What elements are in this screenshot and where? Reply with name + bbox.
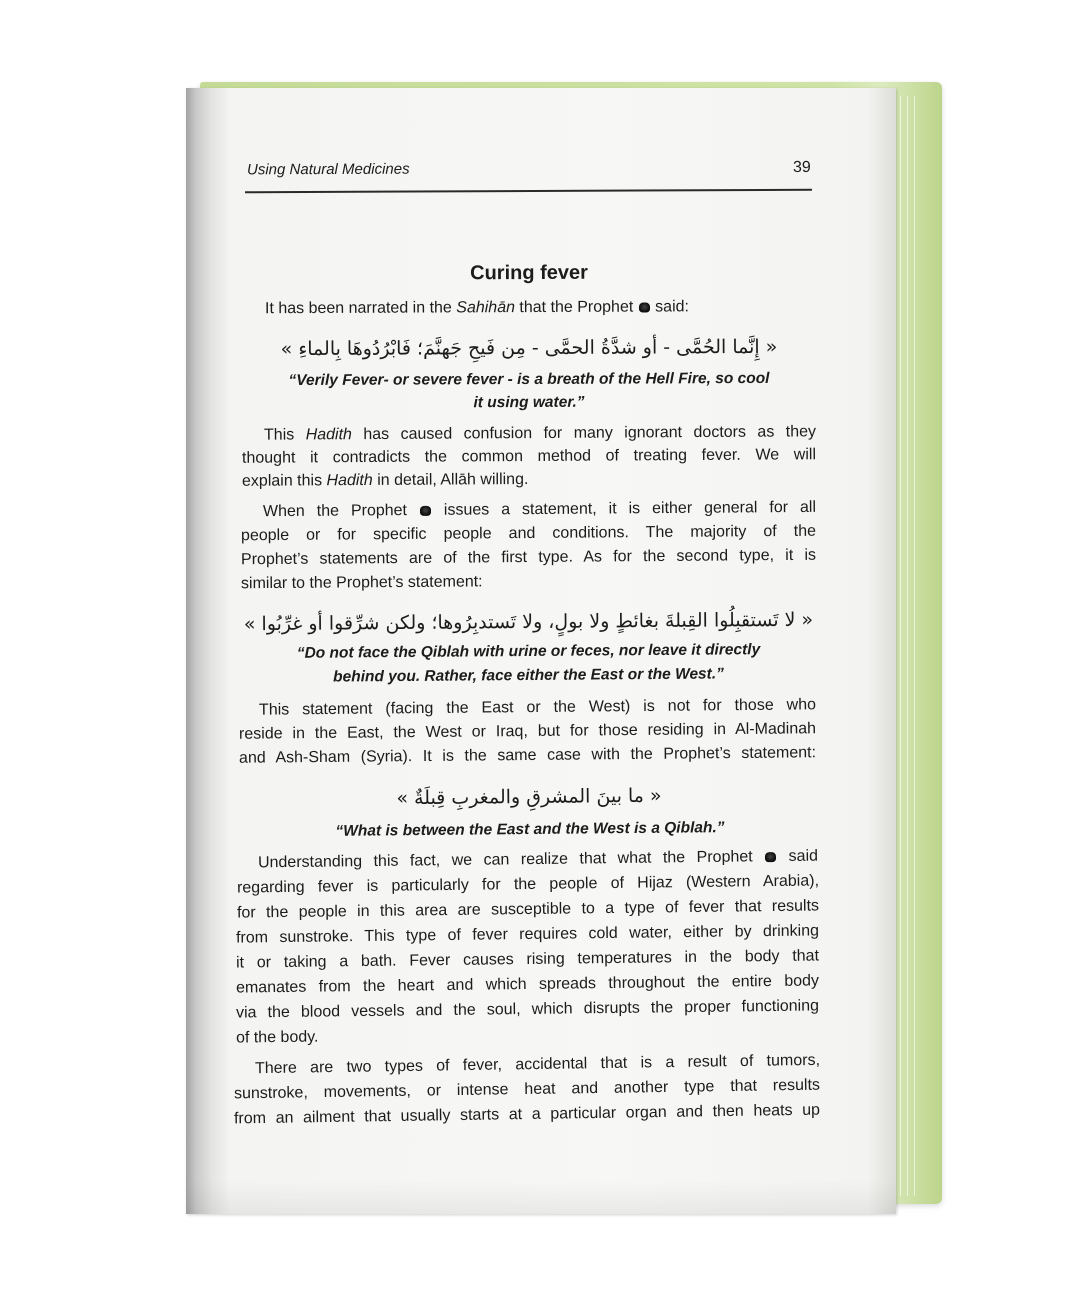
- text-run: It has been narrated in the: [264, 299, 457, 318]
- page-edge: [900, 96, 901, 1196]
- paragraph-line: emanates from the heart and which spreads throughout the entire body: [235, 972, 820, 997]
- text-run: said: [777, 847, 819, 866]
- paragraph-line: regarding fever is particularly for the people of Hijaz (Western Arabia),: [236, 872, 820, 897]
- hadith-translation-line: it using water.”: [473, 393, 585, 412]
- arabic-hadith: « لا تَستقبِلُوا القِبلةَ بغائطٍ ولا بولٍ، ولا تَستدبِرُوها؛ ولكن شرِّقوا أو غرِّبُوا »: [243, 608, 814, 636]
- paragraph-line: similar to the Prophet’s statement:: [240, 573, 483, 593]
- paragraph-line: people or for specific people and conditions. The majority of the: [240, 522, 817, 545]
- paragraph-line: thought it contradicts the common method of treating fever. We will: [241, 446, 817, 467]
- page-shadow: [186, 1180, 896, 1214]
- text-run-italic: Sahihān: [456, 299, 516, 317]
- text-run: Understanding this fact, we can realize that what the Prophet: [257, 848, 765, 872]
- page-edge: [907, 96, 908, 1196]
- text-run: When the Prophet: [262, 501, 419, 521]
- paragraph-line: from sunstroke. This type of fever requires cold water, either by drinking: [235, 922, 820, 947]
- text-run-italic: Hadith: [305, 426, 352, 444]
- paragraph-line: This statement (facing the East or the West) is not for those who: [258, 696, 817, 719]
- paragraph-line: via the blood vessels and the soul, which disrupts the proper functioning: [235, 997, 820, 1022]
- text-run: in detail, Allāh willing.: [372, 471, 529, 489]
- arabic-hadith: « إِنَّما الحُمَّى - أو شدَّةُ الحمَّى - مِن فَيحِ جَهنَّمَ؛ فَابْرُدُوهَا بِالماءِ »: [280, 335, 778, 361]
- arabic-hadith: « ما بينَ المشرقِ والمغربِ قِبلَةٌ »: [396, 784, 662, 810]
- paragraph-line: [242, 466, 816, 494]
- hadith-translation-line: “Verily Fever- or severe fever - is a breath of the Hell Fire, so cool: [288, 369, 770, 390]
- text-run: has caused confusion for many ignorant doctors as they: [351, 423, 817, 444]
- page-number: 39: [792, 158, 811, 177]
- pbuh-icon: [639, 303, 650, 313]
- paragraph-line: it or taking a bath. Fever causes rising temperatures in the body that: [235, 947, 820, 972]
- text-run: issues a statement, it is either general for all: [431, 498, 817, 519]
- text-run: said:: [650, 298, 690, 316]
- text-run: that the Prophet: [514, 298, 638, 317]
- section-title: Curing fever: [470, 261, 588, 285]
- text-run: explain this: [241, 472, 327, 490]
- paragraph-line: for the people in this area are susceptible to a type of fever that results: [236, 897, 820, 922]
- hadith-translation-line: “What is between the East and the West is a Qiblah.”: [335, 819, 725, 840]
- text-run: This: [263, 426, 306, 444]
- paragraph-line: [265, 295, 815, 321]
- pbuh-icon: [765, 852, 776, 862]
- running-title: Using Natural Medicines: [246, 160, 410, 179]
- paragraph-line: from an ailment that usually starts at a particular organ and then heats up: [233, 1101, 821, 1128]
- hadith-translation-line: behind you. Rather, face either the East or the West.”: [333, 665, 724, 686]
- pbuh-icon: [420, 506, 431, 516]
- paragraph-line: There are two types of fever, accidental that is a result of tumors,: [254, 1051, 821, 1078]
- paragraph-line: reside in the East, the West or Iraq, but for those residing in Al-Madinah: [238, 720, 817, 743]
- paragraph-line: Prophet’s statements are of the first type. As for the second type, it is: [240, 546, 817, 569]
- paragraph-line: sunstroke, movements, or intense heat and another type that results: [233, 1076, 821, 1103]
- paragraph-line: of the body.: [235, 1028, 319, 1047]
- hadith-translation-line: “Do not face the Qiblah with urine or feces, nor leave it directly: [296, 641, 761, 662]
- text-run-italic: Hadith: [326, 471, 373, 490]
- paragraph-line: and Ash-Sham (Syria). It is the same case with the Prophet’s statement:: [238, 744, 817, 767]
- page-edge: [914, 96, 915, 1196]
